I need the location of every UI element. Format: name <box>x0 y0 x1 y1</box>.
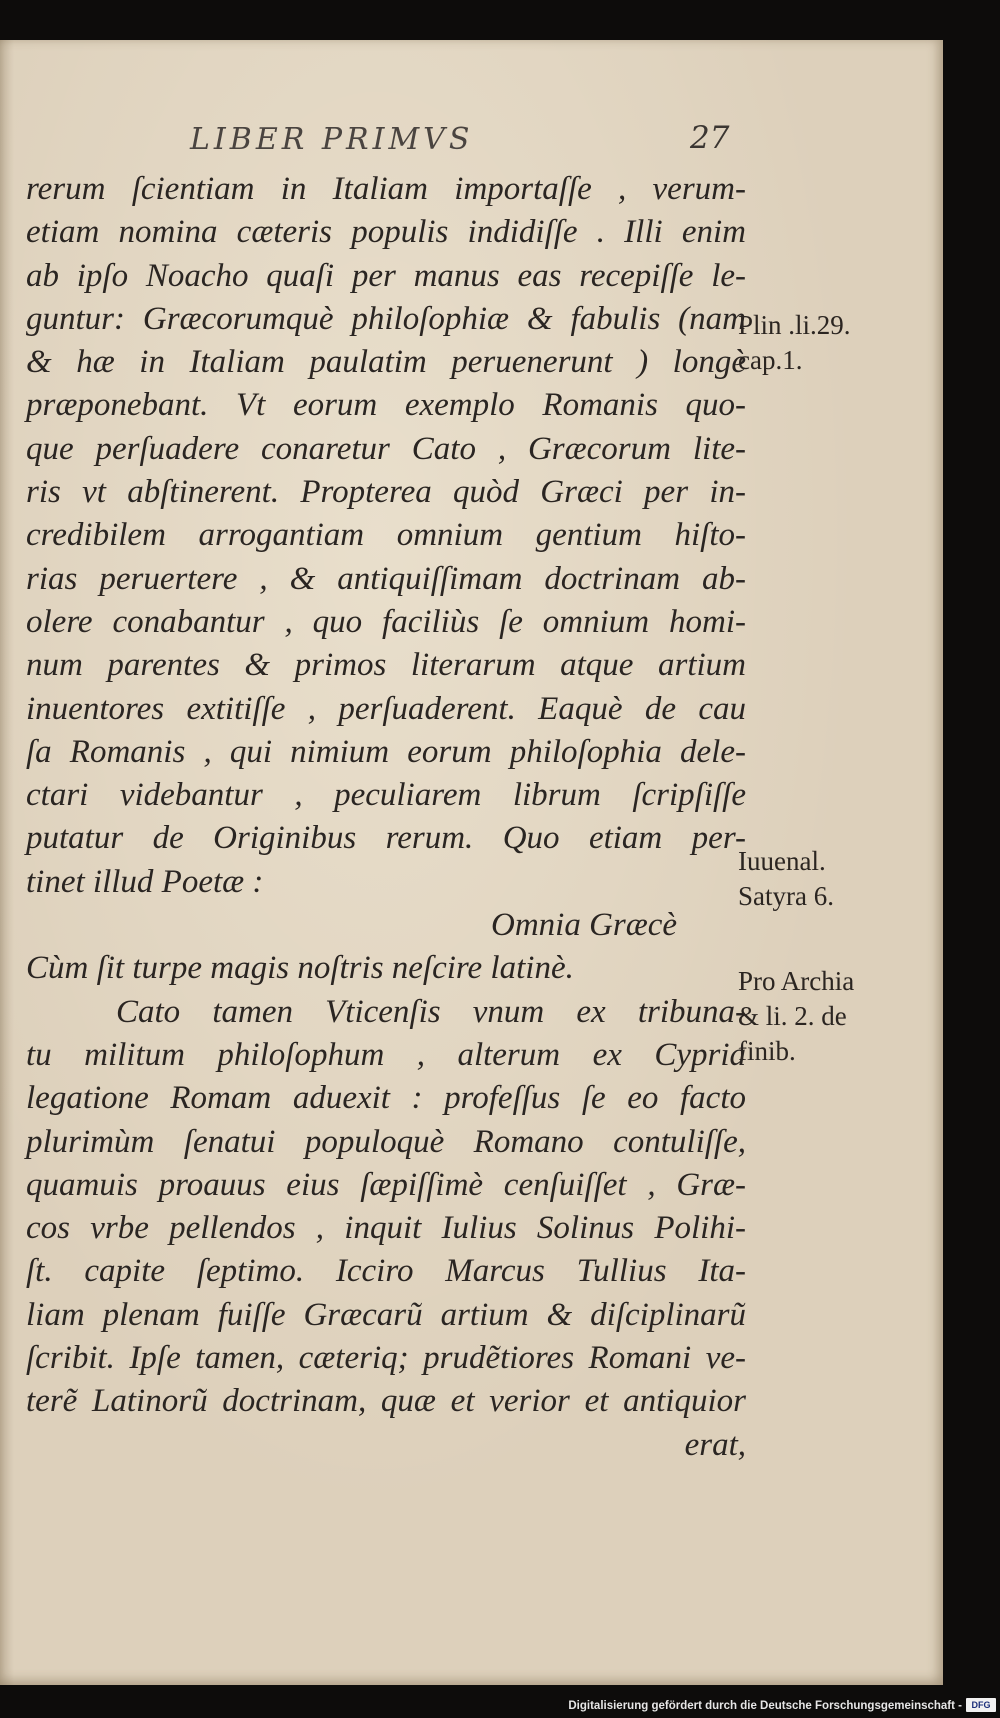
text-line: num parentes & primos literarum atque artium <box>26 647 746 684</box>
margin-note-line: finib. <box>738 1036 796 1066</box>
margin-note-line: cap.1. <box>738 345 803 375</box>
text-line: ſcribit. Ipſe tamen, cæteriq; prudẽtiores Romani ve- <box>26 1340 746 1377</box>
text-line: plurimùm ſenatui populoquè Romano contuliſſe, <box>26 1123 746 1160</box>
text-line: credibilem arrogantiam omnium gentium hiſto- <box>26 517 746 554</box>
text-line: tu militum philoſophum , alterum ex Cypria <box>26 1036 746 1073</box>
text-line: rerum ſcientiam in Italiam importaſſe , verum- <box>26 171 746 207</box>
text-line: legatione Romam aduexit : profeſſus ſe eo facto <box>26 1080 746 1117</box>
margin-note-line: Pro Archia <box>738 966 855 996</box>
text-line: guntur: Græcorumquè philoſophiæ & fabulis (nam <box>26 300 746 337</box>
text-line: putatur de Originibus rerum. Quo etiam per- <box>26 820 746 857</box>
margin-note-line: Satyra 6. <box>738 881 834 911</box>
catchword: erat, <box>684 1426 746 1463</box>
verse-line: Cùm ſit turpe magis noſtris neſcire latinè. <box>26 950 574 987</box>
margin-note-line: & li. 2. de <box>738 1001 847 1031</box>
margin-note-line: Iuuenal. <box>738 846 826 876</box>
funding-credit: Digitalisierung gefördert durch die Deutsche Forschungsgemeinschaft - <box>568 1700 962 1712</box>
margin-note-cicero <box>738 964 938 1069</box>
main-text-block <box>26 168 746 1467</box>
text-line: ſa Romanis , qui nimium eorum philoſophia dele- <box>26 733 746 770</box>
text-line: quamuis proauus eius ſæpiſſimè cenſuiſſet , Græ- <box>26 1166 746 1203</box>
running-head: LIBER PRIMVS <box>190 122 474 157</box>
text-line: ctari videbantur , peculiarem librum ſcripſiſſe <box>26 777 746 814</box>
page-number: 27 <box>690 120 730 156</box>
text-line: terẽ Latinorũ doctrinam, quæ et verior et antiquior <box>26 1383 746 1420</box>
text-line: etiam nomina cæteris populis indidiſſe . Illi enim <box>26 214 746 251</box>
text-line: Cato tamen Vticenſis vnum ex tribuna- <box>116 993 746 1030</box>
margin-note-pliny <box>738 308 938 378</box>
text-line: que perſuadere conaretur Cato , Græcorum lite- <box>26 430 746 467</box>
verse-line: Omnia Græcè <box>491 907 678 944</box>
digitization-footer <box>0 1695 1000 1718</box>
text-line: ab ipſo Noacho quaſi per manus eas recepiſſe le- <box>26 257 746 294</box>
text-line: cos vrbe pellendos , inquit Iulius Solinus Polihi- <box>26 1210 746 1247</box>
margin-note-line: Plin .li.29. <box>738 310 851 340</box>
text-line: olere conabantur , quo faciliùs ſe omnium homi- <box>26 603 746 640</box>
text-line: ſt. capite ſeptimo. Icciro Marcus Tullius Ita- <box>26 1253 746 1290</box>
text-line: liam plenam fuiſſe Græcarũ artium & diſciplinarũ <box>26 1296 746 1333</box>
text-line: & hæ in Italiam paulatim peruenerunt ) longè <box>26 344 746 381</box>
dfg-logo: DFG <box>966 1698 996 1712</box>
text-line: tinet illud Poetæ : <box>26 863 264 900</box>
text-line: inuentores extitiſſe , perſuaderent. Eaquè de cau <box>26 690 746 727</box>
text-line: rias peruertere , & antiquiſſimam doctrinam ab- <box>26 560 746 597</box>
text-line: ris vt abſtinerent. Propterea quòd Græci per in- <box>26 474 746 511</box>
page-header <box>0 122 943 164</box>
margin-note-juvenal <box>738 844 938 914</box>
text-line: præponebant. Vt eorum exemplo Romanis quo- <box>26 387 746 424</box>
